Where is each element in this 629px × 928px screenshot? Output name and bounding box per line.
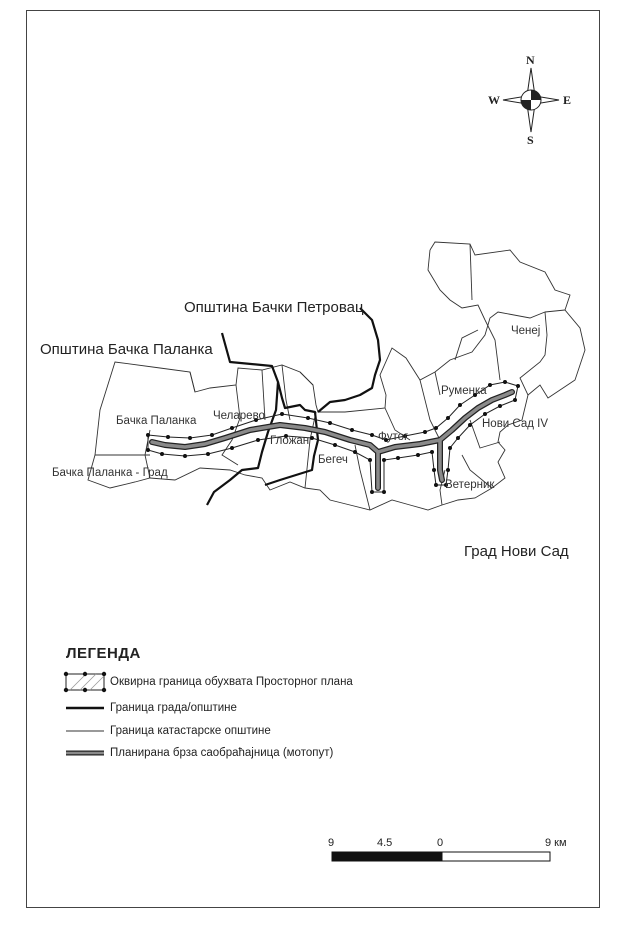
label-rumenka: Руменка bbox=[441, 385, 487, 397]
label-municipality-backi-petrovac: Општина Бачки Петровац bbox=[184, 299, 364, 316]
label-backa-palanka: Бачка Паланка bbox=[116, 415, 197, 427]
label-begec: Бегеч bbox=[318, 454, 348, 466]
label-celarevo: Челарево bbox=[213, 410, 265, 422]
label-veternik: Ветерник bbox=[445, 479, 495, 491]
compass-south-label: S bbox=[527, 133, 534, 147]
scale-label-4-5: 4.5 bbox=[377, 837, 393, 849]
legend-item-plan-scope bbox=[66, 674, 353, 690]
thin-line-icon bbox=[66, 723, 106, 739]
label-glozan: Гложан bbox=[270, 435, 310, 447]
label-backa-palanka-grad: Бачка Паланка - Град bbox=[52, 467, 168, 479]
thick-line-icon bbox=[66, 700, 106, 716]
compass-rose bbox=[503, 68, 559, 132]
compass-east-label: E bbox=[563, 93, 572, 107]
legend-item-label: Граница катастарске општине bbox=[110, 725, 271, 737]
legend-item-city-boundary bbox=[66, 700, 237, 716]
label-novi-sad-iv: Нови Сад IV bbox=[482, 418, 549, 430]
compass-west-label: W bbox=[488, 93, 500, 107]
legend-item-cadastral-boundary bbox=[66, 723, 271, 739]
dotted-boundary-icon bbox=[66, 674, 106, 690]
label-city-novi-sad: Град Нови Сад bbox=[464, 543, 569, 560]
scale-label-9-km: 9 км bbox=[545, 837, 567, 849]
legend-item-label: Граница града/општине bbox=[110, 702, 237, 714]
label-futog: Футог bbox=[378, 431, 409, 443]
scale-label-0: 0 bbox=[437, 837, 444, 849]
scale-label-9-left: 9 bbox=[328, 837, 335, 849]
road-line-icon bbox=[66, 745, 106, 761]
label-municipality-backa-palanka: Општина Бачка Паланка bbox=[40, 341, 213, 358]
legend-title: ЛЕГЕНДА bbox=[66, 645, 141, 662]
label-cenej: Ченеј bbox=[511, 325, 541, 337]
municipal-boundaries bbox=[207, 308, 380, 505]
compass-north-label: N bbox=[526, 53, 535, 67]
scale-bar bbox=[332, 852, 550, 861]
legend-item-motorway bbox=[66, 745, 333, 761]
legend-item-label: Планирана брза саобраћајница (мотопут) bbox=[110, 747, 334, 759]
legend-item-label: Оквирна граница обухвата Просторног плана bbox=[110, 676, 353, 688]
